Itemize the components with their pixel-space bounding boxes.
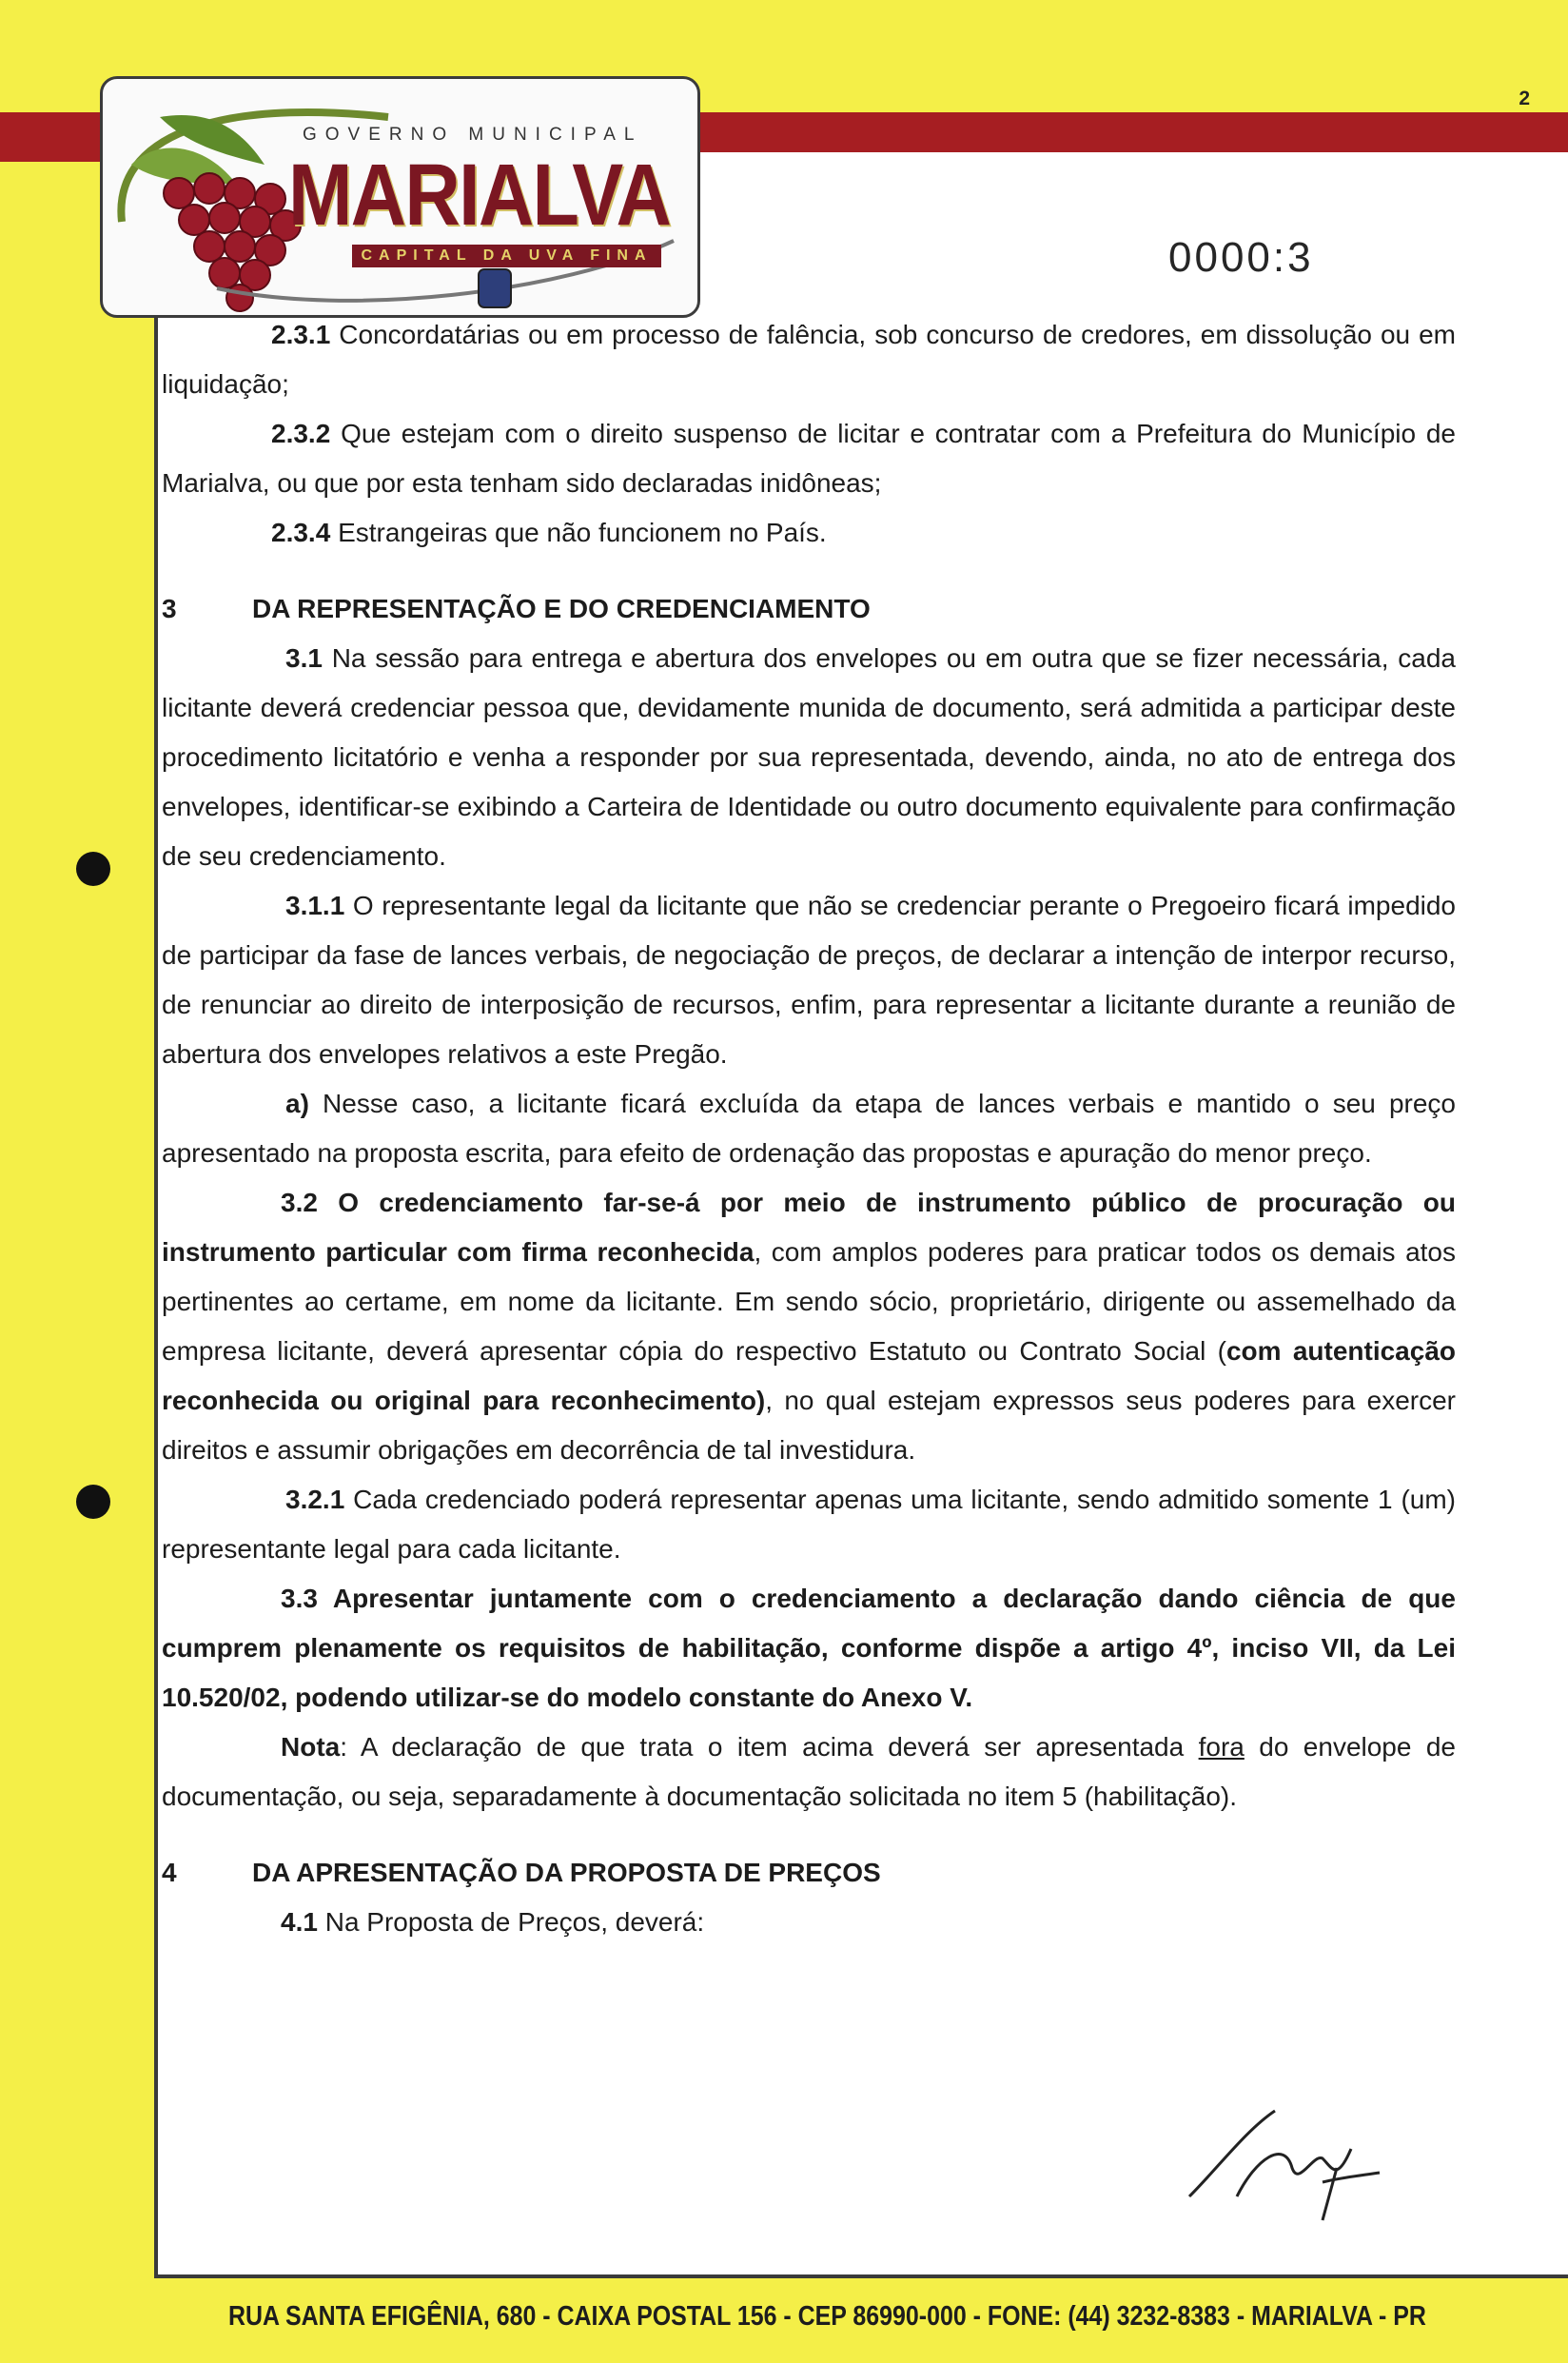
logo-tagline: CAPITAL DA UVA FINA (352, 245, 661, 267)
binder-hole-bottom (76, 1485, 110, 1519)
paragraph-4-1: 4.1 Na Proposta de Preços, deverá: (281, 1907, 705, 1937)
logo-top-text: GOVERNO MUNICIPAL (303, 125, 643, 145)
paragraph-2-3-2: 2.3.2 Que estejam com o direito suspenso de licitar e contratar com a Prefeitura do Município de Marialva, ou que por esta tenham sido declaradas inidôneas; (162, 419, 1457, 498)
document-body (162, 310, 1456, 1947)
paragraph-3-2-1: 3.2.1 Cada credenciado poderá representar apenas uma licitante, sendo admitido somente 1 (um) representante legal para cada licitante. (162, 1485, 1456, 1564)
signature-mark (1180, 2101, 1389, 2225)
logo-name: MARIALVA (288, 147, 671, 244)
footer-address: RUA SANTA EFIGÊNIA, 680 - CAIXA POSTAL 156 - CEP 86990-000 - FONE: (44) 3232-8383 - MARIALVA - PR (228, 2301, 1426, 2332)
paragraph-3-1-1: 3.1.1 O representante legal da licitante que não se credenciar perante o Pregoeiro ficará impedido de participar da fase de lances verbais, de negociação de preços, de declarar a intenção de interpor recurso, de renunciar ao direito de interposição de recursos, enfim, para representar a licitante durante a reunião de abertura dos envelopes relativos a este Pregão. (162, 891, 1457, 1069)
paragraph-3-1: 3.1 Na sessão para entrega e abertura dos envelopes ou em outra que se fizer necessária, cada licitante deverá credenciar pessoa que, devidamente munida de documento, será admitida a participar deste procedimento licitatório e venha a responder por sua representada, devendo, ainda, no ato de entrega dos envelopes, identificar-se exibindo a Carteira de Identidade ou outro documento equivalente para confirmação de seu credenciamento. (162, 643, 1456, 871)
paragraph-3-2: 3.2 O credenciamento far-se-á por meio de instrumento público de procuração ou instrumento particular com firma reconhecida, com amplos poderes para praticar todos os demais atos pertinentes ao certame, em nome da licitante. Em sendo sócio, proprietário, dirigente ou assemelhado da empresa licitante, deverá apresentar cópia do respectivo Estatuto ou Contrato Social (com autenticação reconhecida ou original para reconhecimento), no qual estejam expressos seus poderes para exercer direitos e assumir obrigações em decorrência de tal investidura. (162, 1188, 1457, 1465)
paragraph-3-3: 3.3 Apresentar juntamente com o credenciamento a declaração dando ciência de que cumprem plenamente os requisitos de habilitação, conforme dispõe a artigo 4º, inciso VII, da Lei 10.520/02, podendo utilizar-se do modelo constante do Anexo V. (162, 1584, 1456, 1712)
paragraph-2-3-4: 2.3.4 Estrangeiras que não funcionem no País. (271, 518, 827, 547)
paragraph-a: a) Nesse caso, a licitante ficará excluída da etapa de lances verbais e mantido o seu preço apresentado na proposta escrita, para efeito de ordenação das propostas e apuração do menor preço. (162, 1089, 1457, 1168)
protocol-stamp: 0000:3 (1168, 234, 1314, 281)
page-number: 2 (1519, 88, 1530, 109)
section-4-heading: 4 DA APRESENTAÇÃO DA PROPOSTA DE PREÇOS (162, 1858, 881, 1887)
binder-hole-top (76, 852, 110, 886)
section-3-heading: 3 DA REPRESENTAÇÃO E DO CREDENCIAMENTO (162, 594, 871, 623)
paragraph-2-3-1: 2.3.1 Concordatárias ou em processo de falência, sob concurso de credores, em dissolução ou em liquidação; (162, 320, 1457, 399)
municipal-logo (100, 76, 700, 318)
paragraph-nota: Nota: A declaração de que trata o item acima deverá ser apresentada fora do envelope de documentação, ou seja, separadamente à documentação solicitada no item 5 (habilitação). (162, 1732, 1457, 1811)
